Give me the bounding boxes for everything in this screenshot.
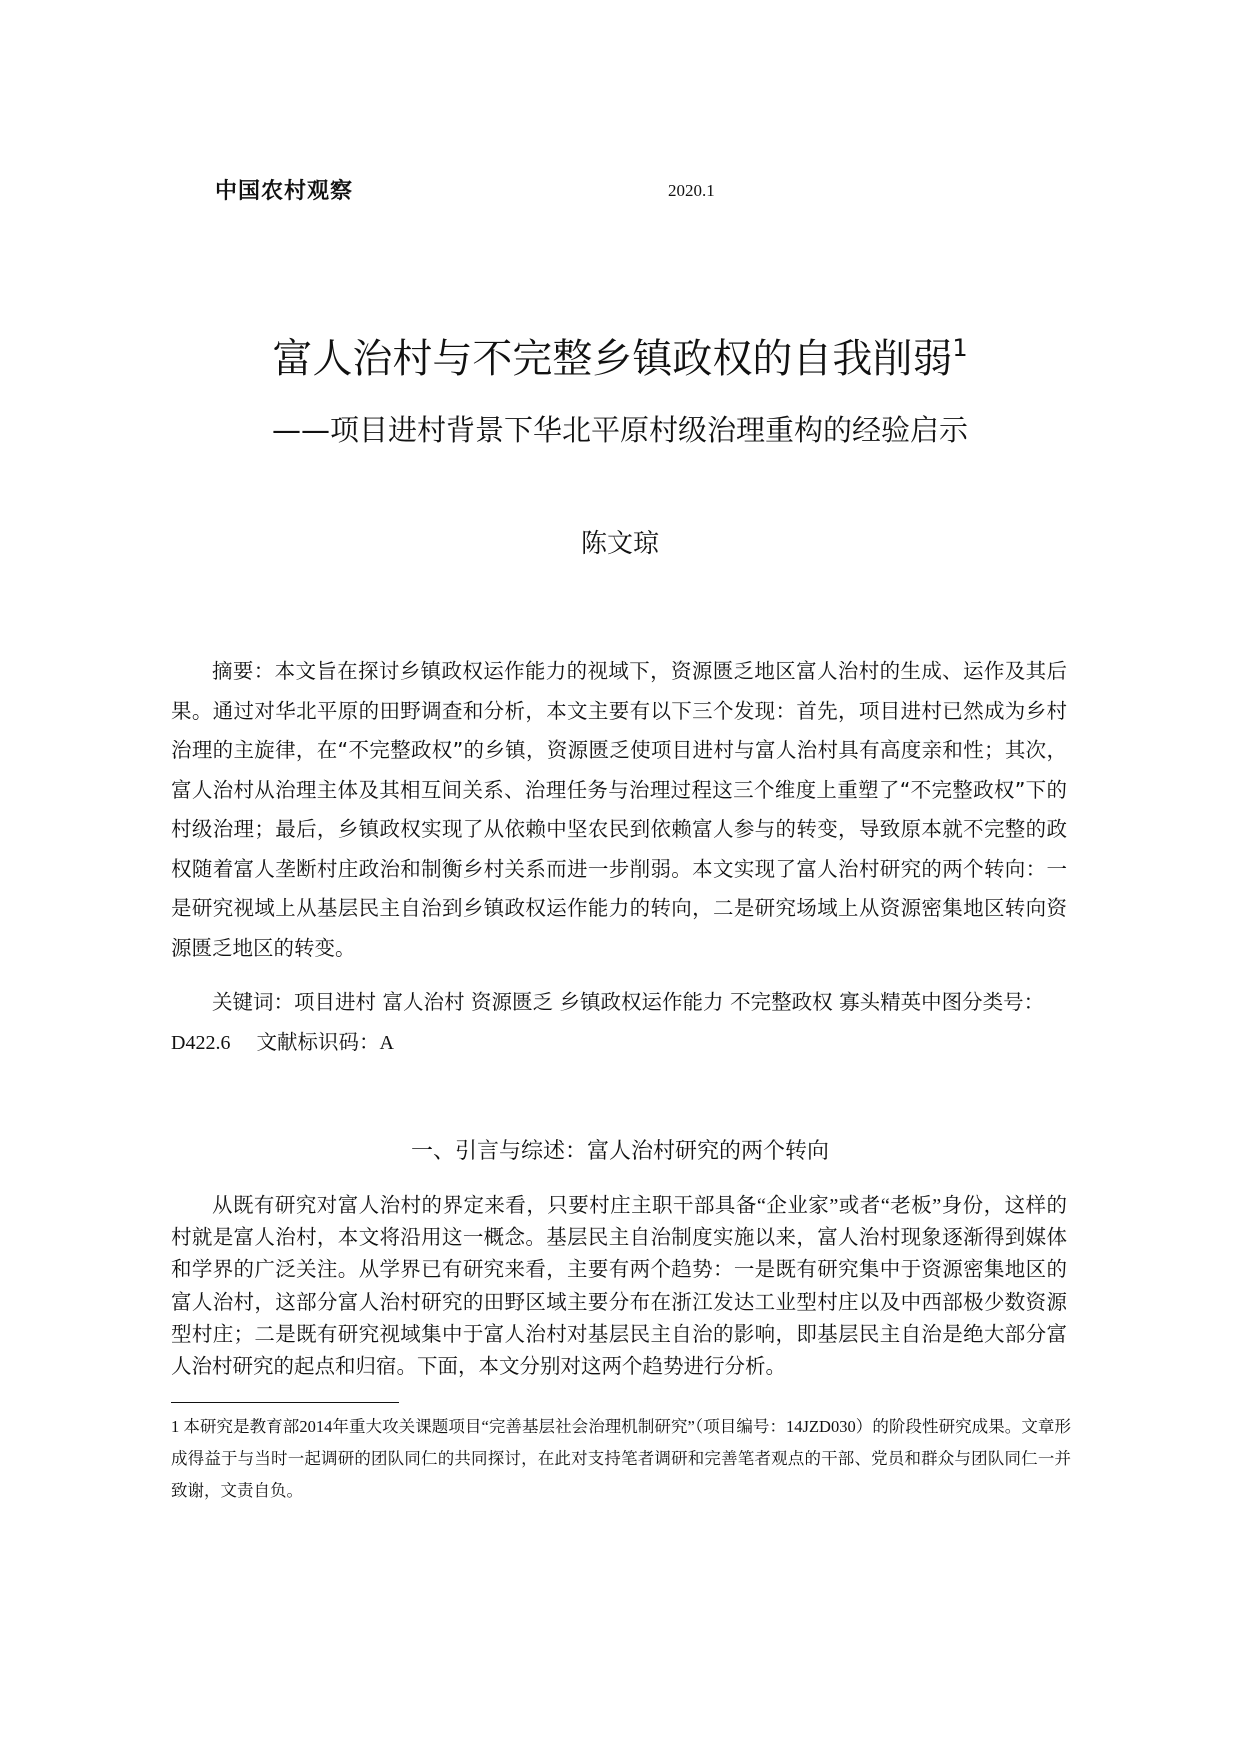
article-title-text: 富人治村与不完整乡镇政权的自我削弱 xyxy=(272,336,953,382)
title-footnote-mark[interactable]: 1 xyxy=(952,334,968,362)
section-heading: 一、引言与综述：富人治村研究的两个转向 xyxy=(410,1139,829,1164)
doc-code-label: 文献标识码： xyxy=(256,1029,380,1054)
article-title xyxy=(0,334,1240,384)
clc-label: 中图分类号： xyxy=(921,990,1045,1014)
clc-value: D422.6 xyxy=(171,1031,231,1054)
journal-name: 中国农村观察 xyxy=(215,179,354,204)
footnote: 1 本研究是教育部2014年重大攻关课题项目“完善基层社会治理机制研究”（项目编号：14JZD030）的阶段性研究成果。文章形成得益于与当时一起调研的团队同仁的共同探讨，在此对支持笔者调研和完善笔者观点的干部、党员和群众与团队同仁一并致谢，文责自负。 xyxy=(171,1417,1071,1500)
abstract: 摘要：本文旨在探讨乡镇政权运作能力的视域下，资源匮乏地区富人治村的生成、运作及其后果。通过对华北平原的田野调查和分析，本文主要有以下三个发现：首先，项目进村已然成为乡村治理的主旋律，在“不完整政权”的乡镇，资源匮乏使项目进村与富人治村具有高度亲和性；其次，富人治村从治理主体及其相互间关系、治理任务与治理过程这三个维度上重塑了“不完整政权”下的村级治理；最后，乡镇政权实现了从依赖中坚农民到依赖富人参与的转变，导致原本就不完整的政权随着富人垄断村庄政治和制衡乡村关系而进一步削弱。本文实现了富人治村研究的两个转向：一是研究视域上从基层民主自治到乡镇政权运作能力的转向，二是研究场域上从资源密集地区转向资源匮乏地区的转变。 xyxy=(171,659,1067,960)
keywords xyxy=(171,983,1091,1063)
issue-number: 2020.1 xyxy=(668,181,715,200)
body-paragraph: 从既有研究对富人治村的界定来看，只要村庄主职干部具备“企业家”或者“老板”身份，这样的村就是富人治村，本文将沿用这一概念。基层民主自治制度实施以来，富人治村现象逐渐得到媒体和学界的广泛关注。从学界已有研究来看，主要有两个趋势：一是既有研究集中于资源密集地区的富人治村，这部分富人治村研究的田野区域主要分布在浙江发达工业型村庄以及中西部极少数资源型村庄；二是既有研究视域集中于富人治村对基层民主自治的影响，即基层民主自治是绝大部分富人治村研究的起点和归宿。下面，本文分别对这两个趋势进行分析。 xyxy=(171,1195,1067,1379)
article-subtitle: ——项目进村背景下华北平原村级治理重构的经验启示 xyxy=(271,413,968,447)
author-name: 陈文琼 xyxy=(580,529,659,559)
keywords-text: 关键词：项目进村 富人治村 资源匮乏 乡镇政权运作能力 不完整政权 寡头精英 xyxy=(212,990,922,1014)
footnote-divider xyxy=(171,1402,399,1403)
doc-code-value: A xyxy=(379,1031,394,1054)
